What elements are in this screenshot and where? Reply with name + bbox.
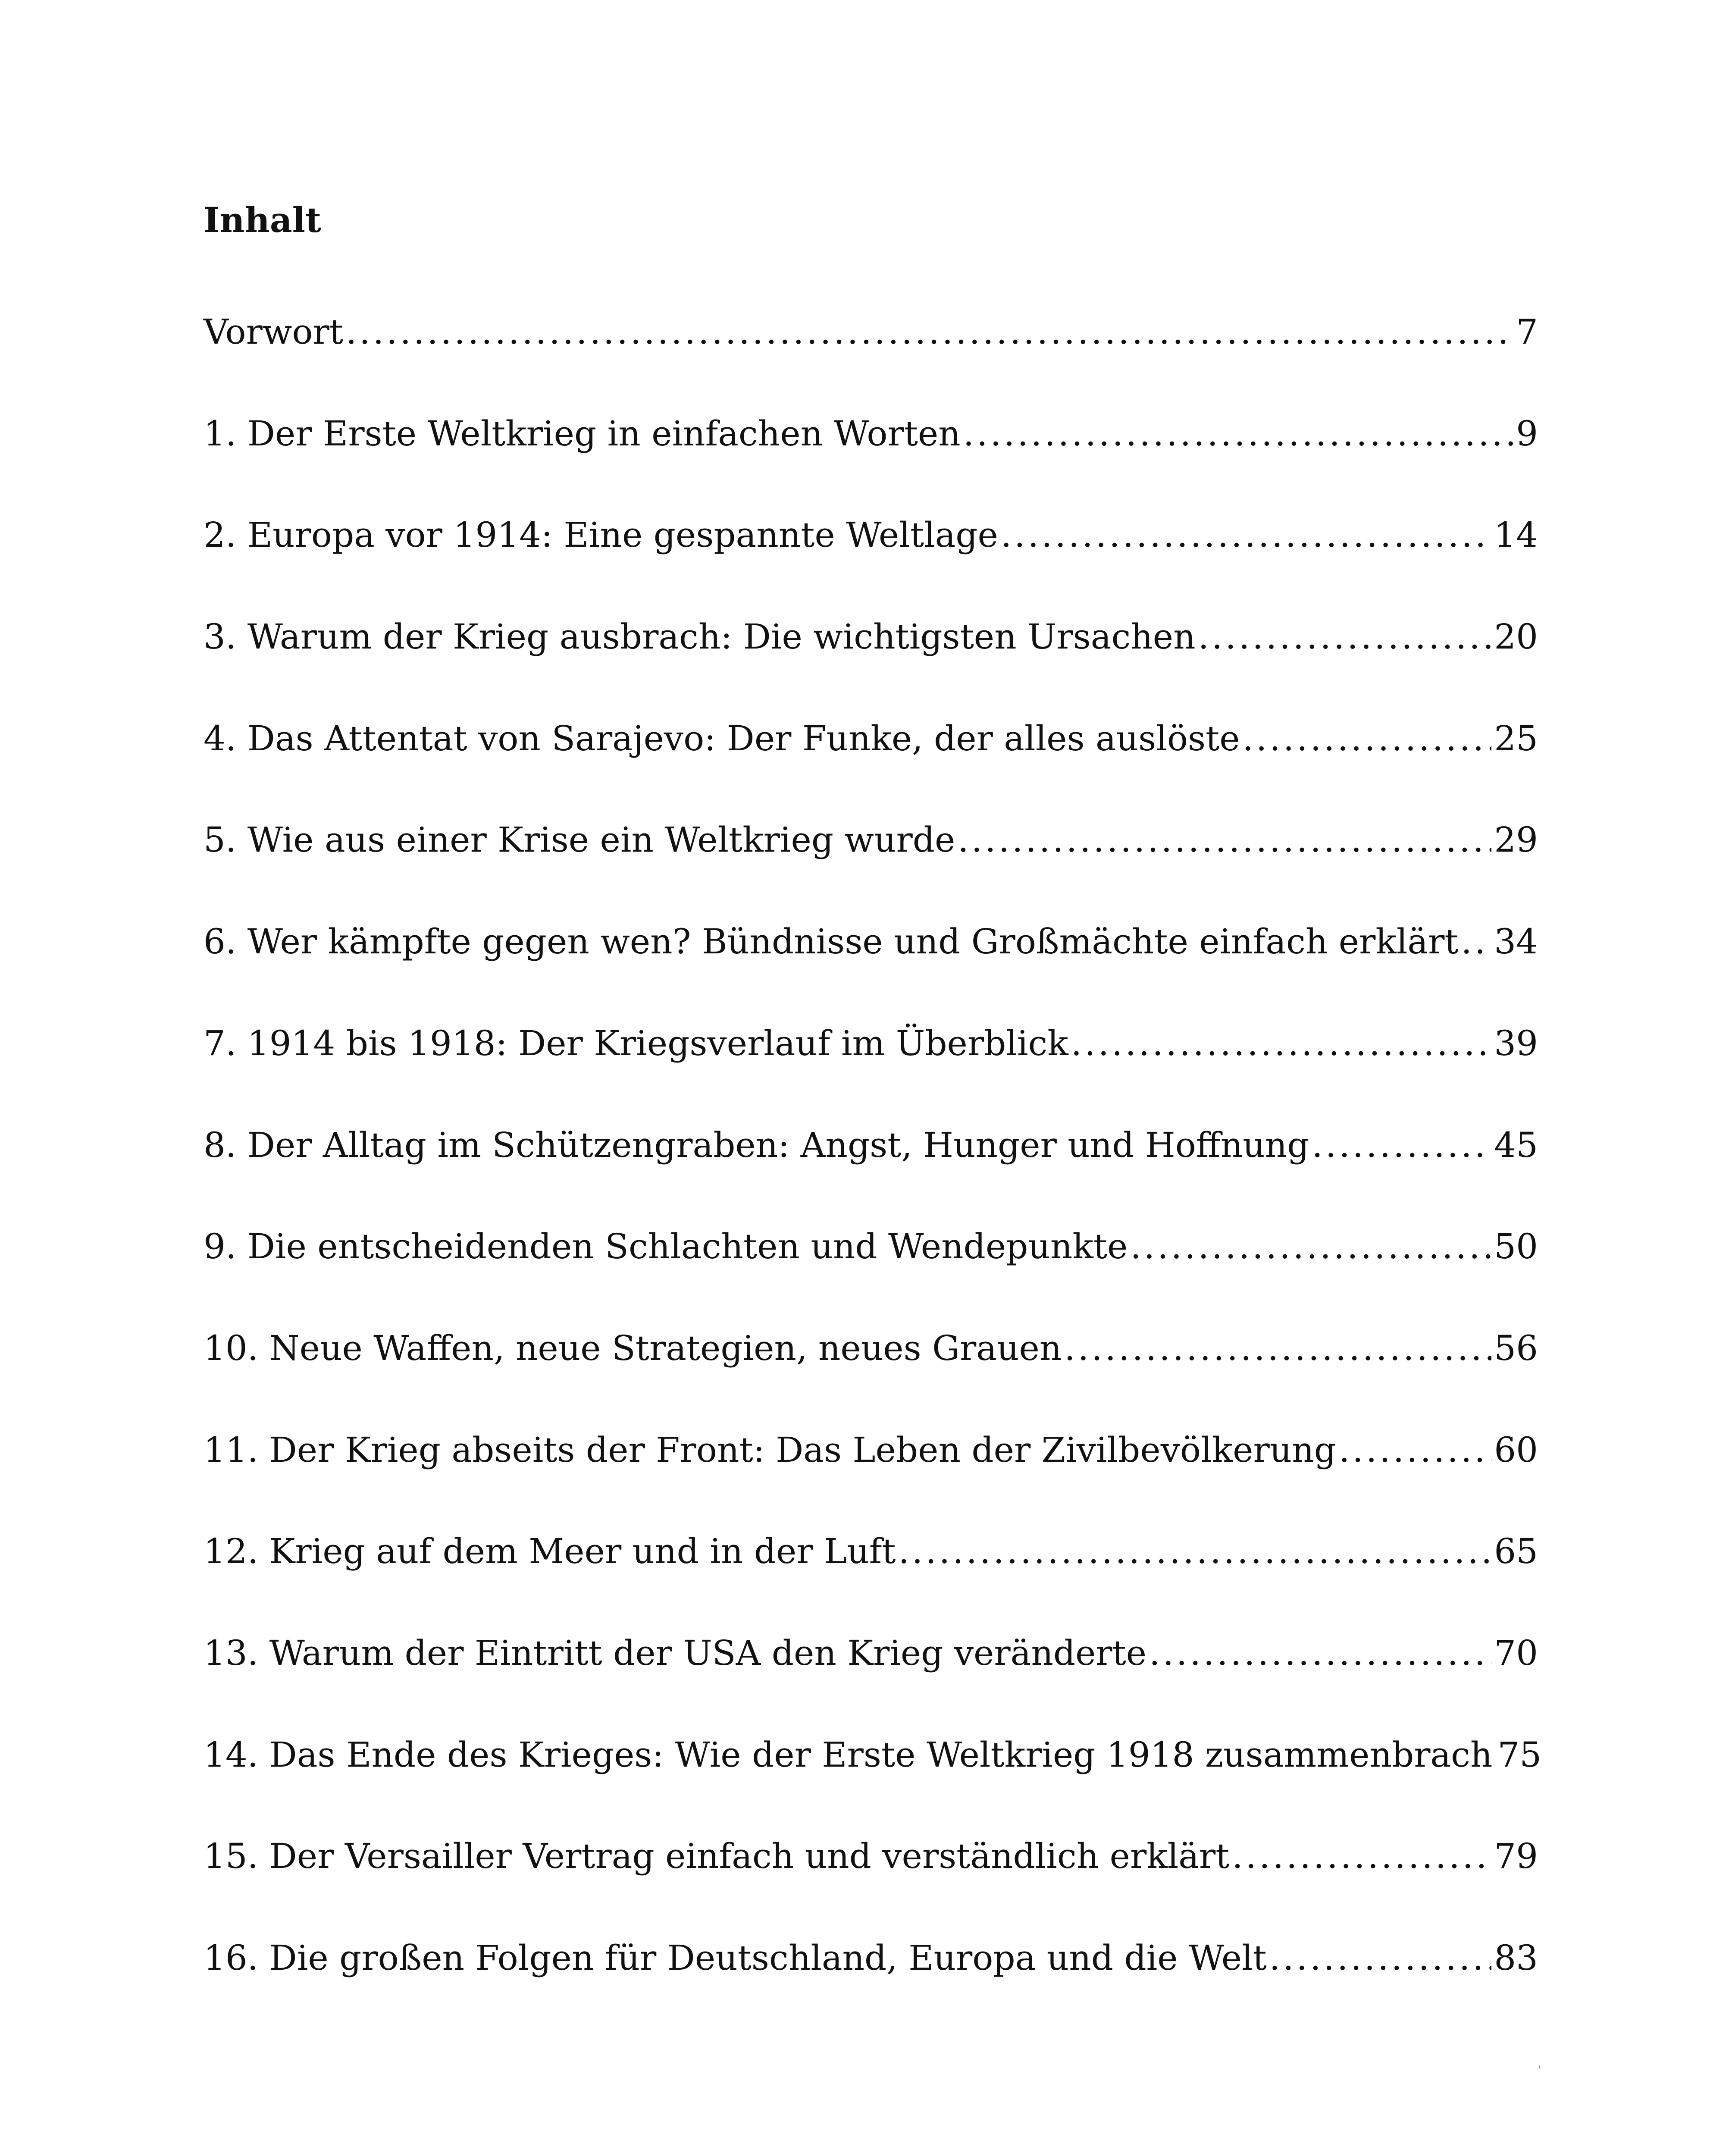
toc-entry <box>204 820 1538 924</box>
toc-dot-leader <box>1149 1636 1491 1670</box>
toc-dot-leader <box>1269 1941 1491 1975</box>
toc-entry-title: 13. Warum der Eintritt der USA den Krieg veränderte <box>204 1633 1147 1673</box>
toc-entry-page: 29 <box>1494 820 1538 860</box>
toc-entry-title: 12. Krieg auf dem Meer und in der Luft <box>204 1531 896 1572</box>
toc-entry-title: 15. Der Versailler Vertrag einfach und verständlich erklärt <box>204 1836 1230 1877</box>
toc-entry-page: 14 <box>1494 515 1538 555</box>
toc-entry-title: 16. Die großen Folgen für Deutschland, Europa und die Welt <box>204 1938 1267 1978</box>
toc-entry-page: 34 <box>1494 921 1538 962</box>
toc-entry <box>204 1734 1542 1839</box>
toc-entry <box>204 1125 1538 1230</box>
toc-entry-page: 70 <box>1494 1633 1538 1673</box>
toc-entry <box>204 1429 1538 1535</box>
toc-dot-leader <box>346 315 1513 349</box>
toc-dot-leader <box>1243 721 1492 756</box>
toc-dot-leader <box>1312 1128 1492 1163</box>
toc-entry-page: 75 <box>1497 1734 1542 1775</box>
toc-dot-leader <box>1130 1229 1491 1264</box>
toc-entry-page: 50 <box>1494 1226 1538 1267</box>
toc-entry-page: 56 <box>1494 1328 1538 1368</box>
toc-entry-title: Vorwort <box>204 312 343 352</box>
toc-entry-title: 8. Der Alltag im Schützengraben: Angst, Hunger und Hoffnung <box>204 1125 1309 1165</box>
toc-entry <box>204 312 1538 417</box>
toc-entry-page: 25 <box>1494 718 1538 758</box>
toc-entry <box>204 1836 1538 1941</box>
toc-entry-title: 3. Warum der Krieg ausbrach: Die wichtigsten Ursachen <box>204 617 1196 657</box>
toc-entry <box>204 515 1538 620</box>
toc-dot-leader <box>1071 1026 1491 1061</box>
toc-dot-leader <box>898 1534 1491 1569</box>
toc-entry-title: 2. Europa vor 1914: Eine gespannte Weltlage <box>204 515 998 555</box>
toc-dot-leader <box>1001 518 1491 552</box>
toc-entry-page: 20 <box>1494 617 1538 657</box>
toc-dot-leader <box>958 823 1491 857</box>
toc-entry-title: 14. Das Ende des Krieges: Wie der Erste Weltkrieg 1918 zusammenbrach <box>204 1734 1493 1775</box>
toc-entry-title: 9. Die entscheidenden Schlachten und Wendepunkte <box>204 1226 1128 1267</box>
toc-dot-leader <box>963 417 1513 451</box>
toc-dot-leader <box>1198 620 1492 654</box>
toc-heading: Inhalt <box>204 200 321 240</box>
toc-entry-page: 83 <box>1494 1938 1538 1978</box>
toc-entry-page: 7 <box>1516 312 1538 352</box>
toc-entry-page: 60 <box>1494 1429 1538 1470</box>
toc-entry <box>204 1938 1538 2043</box>
toc-entry-title: 11. Der Krieg abseits der Front: Das Leben der Zivilbevölkerung <box>204 1429 1336 1470</box>
page-mark: ' <box>1538 2065 1541 2075</box>
table-of-contents <box>204 312 1542 2043</box>
toc-entry-title: 7. 1914 bis 1918: Der Kriegsverlauf im Überblick <box>204 1023 1068 1063</box>
toc-entry <box>204 718 1538 823</box>
toc-entry-title: 1. Der Erste Weltkrieg in einfachen Worten <box>204 413 961 454</box>
toc-entry <box>204 413 1538 518</box>
toc-entry <box>204 1226 1538 1331</box>
toc-entry <box>204 1328 1538 1433</box>
toc-entry <box>204 921 1538 1026</box>
toc-entry-title: 5. Wie aus einer Krise ein Weltkrieg wurde <box>204 820 955 860</box>
toc-dot-leader <box>1064 1331 1491 1366</box>
toc-entry-title: 4. Das Attentat von Sarajevo: Der Funke, der alles auslöste <box>204 718 1240 758</box>
toc-entry-page: 79 <box>1494 1836 1538 1877</box>
toc-dot-leader <box>1461 924 1492 959</box>
toc-entry-page: 65 <box>1494 1531 1538 1572</box>
toc-entry-title: 6. Wer kämpfte gegen wen? Bündnisse und Großmächte einfach erklärt <box>204 921 1459 962</box>
toc-dot-leader <box>1232 1839 1491 1874</box>
toc-entry <box>204 1023 1538 1128</box>
toc-entry <box>204 1531 1538 1636</box>
toc-entry <box>204 1633 1538 1738</box>
toc-entry <box>204 617 1538 721</box>
toc-entry-title: 10. Neue Waffen, neue Strategien, neues Grauen <box>204 1328 1062 1368</box>
toc-entry-page: 45 <box>1494 1125 1538 1165</box>
toc-dot-leader <box>1339 1433 1491 1467</box>
toc-entry-page: 9 <box>1516 413 1538 454</box>
toc-entry-page: 39 <box>1494 1023 1538 1063</box>
